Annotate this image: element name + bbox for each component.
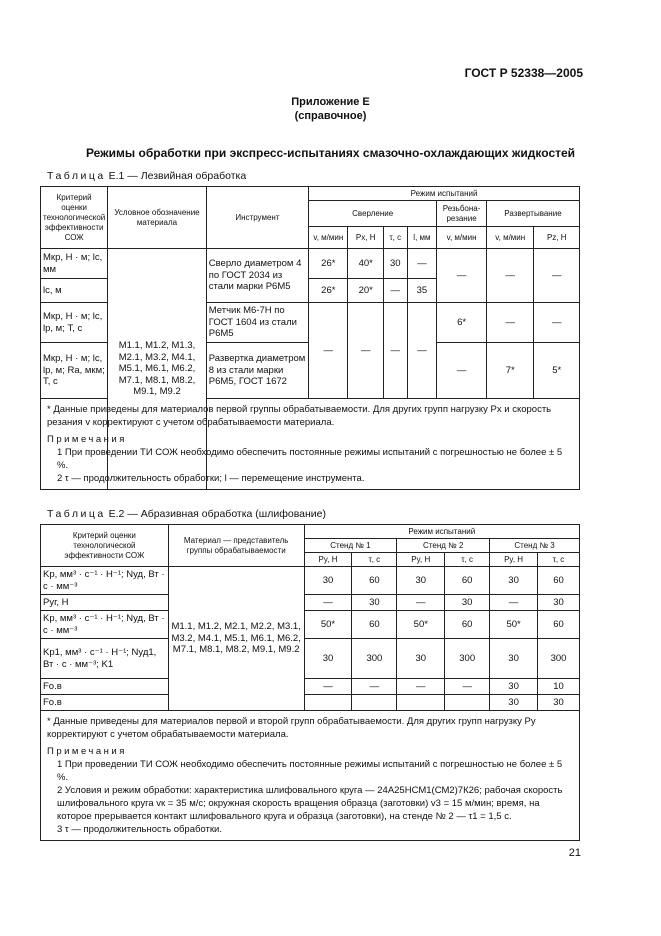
cell: 30 xyxy=(490,639,538,679)
notes-heading: Примечания xyxy=(47,746,127,757)
cell: — xyxy=(490,595,538,611)
h-threading: Резьбона-резание xyxy=(437,201,487,227)
cell: — xyxy=(445,679,490,695)
h-material: Условное обозначение материала xyxy=(108,187,206,249)
cell: 300 xyxy=(445,639,490,679)
crit-row4: Mкр, Н · м; lс, lр, м; Ra, мкм; T, с xyxy=(41,343,108,399)
cell: — xyxy=(534,249,580,303)
cell: 20* xyxy=(348,279,383,303)
cell: 300 xyxy=(538,639,580,679)
u-v: v, м/мин xyxy=(309,227,348,249)
appendix-subtitle: (справочное) xyxy=(294,110,367,122)
crit-row1: Mкр, Н · м; lс, мм xyxy=(41,249,108,279)
cell: 30 xyxy=(352,595,397,611)
cell: 30 xyxy=(304,567,352,595)
cell: 60 xyxy=(538,611,580,639)
u-px: Px, Н xyxy=(348,227,383,249)
cell: 30 xyxy=(490,679,538,695)
table-e2 xyxy=(40,524,580,841)
crit-row6: Fо.в xyxy=(41,695,169,711)
cell: 26* xyxy=(309,249,348,279)
cell xyxy=(445,695,490,711)
cell: 60 xyxy=(445,611,490,639)
table2-caption xyxy=(47,508,326,520)
cell: — xyxy=(304,679,352,695)
cell: — xyxy=(397,595,445,611)
cell: 30 xyxy=(304,639,352,679)
h-drilling: Сверление xyxy=(309,201,437,227)
table2-notes xyxy=(41,711,580,841)
cell: 35 xyxy=(407,279,437,303)
cell: 6* xyxy=(437,303,487,343)
h-tool: Инструмент xyxy=(206,187,308,249)
u-py: Py, Н xyxy=(304,553,352,567)
crit-row3: Mкр, Н · м; lс, lр, м; T, с xyxy=(41,303,108,343)
note-2: 2 τ — продолжительность обработки; l — перемещение инструмента. xyxy=(57,473,365,484)
crit-row3: Kр, мм³ · с⁻¹ · Н⁻¹; Nуд, Вт · с · мм⁻³ xyxy=(41,611,169,639)
cell: — xyxy=(437,249,487,303)
cell: 30 xyxy=(383,249,407,279)
materials-cell: М1.1, М1.2, М1.3, М2.1, М3.2, М4.1, М5.1, М6.1, М6.2, М7.1, М8.1, М8.2, М9.1, М9.2 xyxy=(108,249,206,490)
u-pz: Pz, Н xyxy=(534,227,580,249)
u-v3: v, м/мин xyxy=(486,227,534,249)
table1-notes xyxy=(41,399,580,490)
note-3: 3 τ — продолжительность обработки. xyxy=(57,824,222,835)
cell: 30 xyxy=(397,639,445,679)
cell: 26* xyxy=(309,279,348,303)
cell: 40* xyxy=(348,249,383,279)
cell: 30 xyxy=(490,695,538,711)
cell: 60 xyxy=(538,567,580,595)
cell: 30 xyxy=(538,695,580,711)
cell: — xyxy=(407,249,437,279)
u-v2: v, м/мин xyxy=(437,227,487,249)
cell: 30 xyxy=(397,567,445,595)
cell: — xyxy=(486,303,534,343)
note-1: 1 При проведении ТИ СОЖ необходимо обеспечить постоянные режимы испытаний с погрешностью не более ± 5 %. xyxy=(57,759,563,783)
cell: 60 xyxy=(352,567,397,595)
page-number: 21 xyxy=(568,847,581,859)
cell: 10 xyxy=(538,679,580,695)
cell xyxy=(397,695,445,711)
caption-word: Таблица xyxy=(47,170,106,182)
crit-row2: lс, м xyxy=(41,279,108,303)
cell: — xyxy=(383,279,407,303)
cell xyxy=(352,695,397,711)
caption-rest: Е.1 — Лезвийная обработка xyxy=(108,170,247,182)
h-criterion: Критерий оценки технологической эффективности СОЖ xyxy=(41,187,108,249)
doc-header: ГОСТ Р 52338—2005 xyxy=(464,66,583,80)
note-star: * Данные приведены для материалов первой группы обрабатываемости. Для других групп нагрузку Px и скорость резания v корректируют с учетом обрабатываемости материала. xyxy=(47,404,552,428)
h-material: Материал — представитель группы обрабатываемости xyxy=(168,525,304,567)
appendix-heading xyxy=(0,95,661,123)
crit-row2: Pуг, Н xyxy=(41,595,169,611)
table-e1 xyxy=(40,186,580,490)
cell: — xyxy=(407,303,437,399)
materials-cell: М1.1, М1.2, М2.1, М2.2, М3.1, М3.2, М4.1, М5.1, М6.1, М6.2, М7.1, М8.1, М8.2, М9.1, М9.2 xyxy=(168,567,304,711)
u-t: τ, с xyxy=(352,553,397,567)
u-t: τ, с xyxy=(445,553,490,567)
cell: 60 xyxy=(445,567,490,595)
h-criterion: Критерий оценки технологической эффективности СОЖ xyxy=(41,525,169,567)
cell: 5* xyxy=(534,343,580,399)
cell: 30 xyxy=(538,595,580,611)
tool-drill: Сверло диаметром 4 по ГОСТ 2034 из стали марки Р6М5 xyxy=(206,249,308,303)
u-t: τ, с xyxy=(538,553,580,567)
cell: — xyxy=(304,595,352,611)
h-mode: Режим испытаний xyxy=(309,187,580,201)
cell: 30 xyxy=(490,567,538,595)
cell: 50* xyxy=(397,611,445,639)
caption-rest: Е.2 — Абразивная обработка (шлифование) xyxy=(108,508,327,520)
cell: 60 xyxy=(352,611,397,639)
h-stand3: Стенд № 3 xyxy=(490,539,580,553)
tool-reamer: Развертка диаметром 8 из стали марки Р6М5, ГОСТ 1672 xyxy=(206,343,308,399)
cell: — xyxy=(397,679,445,695)
u-l: l, мм xyxy=(407,227,437,249)
cell: 50* xyxy=(490,611,538,639)
cell: — xyxy=(348,303,383,399)
h-stand1: Стенд № 1 xyxy=(304,539,397,553)
cell: — xyxy=(486,249,534,303)
cell: — xyxy=(309,303,348,399)
crit-row4: Kр1, мм³ · с⁻¹ · Н⁻¹; Nуд1, Вт · с · мм⁻³; K1 xyxy=(41,639,169,679)
cell: — xyxy=(437,343,487,399)
u-t: τ, с xyxy=(383,227,407,249)
crit-row1: Kр, мм³ · с⁻¹ · Н⁻¹; Nуд, Вт · с · мм⁻³ xyxy=(41,567,169,595)
caption-word: Таблица xyxy=(47,508,106,520)
note-star: * Данные приведены для материалов первой и второй групп обрабатываемости. Для других групп нагрузку Py корректируют с учетом обрабатываемости материала. xyxy=(47,716,536,740)
cell: 50* xyxy=(304,611,352,639)
cell: 30 xyxy=(445,595,490,611)
tool-tap: Метчик М6-7Н по ГОСТ 1604 из стали Р6М5 xyxy=(206,303,308,343)
cell xyxy=(304,695,352,711)
u-py: Py, Н xyxy=(397,553,445,567)
cell: — xyxy=(352,679,397,695)
cell: 300 xyxy=(352,639,397,679)
h-stand2: Стенд № 2 xyxy=(397,539,490,553)
h-mode: Режим испытаний xyxy=(304,525,579,539)
cell: — xyxy=(534,303,580,343)
note-2: 2 Условия и режим обработки: характеристика шлифовального круга — 24А25НСМ1(СМ2)7К26; рабочая скорость шлифовального круга vк = 35 м/с; окружная скорость вращения образца (заготовки) v3 = 15 м/мин; время, на которое прерывается контакт шлифовального круга и образца (заготовки), на стенде № 2 — τ1 = 1,5 с. xyxy=(57,785,563,822)
notes-heading: Примечания xyxy=(47,434,127,445)
table1-caption xyxy=(47,170,246,182)
cell: — xyxy=(383,303,407,399)
crit-row5: Fо.в xyxy=(41,679,169,695)
note-1: 1 При проведении ТИ СОЖ необходимо обеспечить постоянные режимы испытаний с погрешностью не более ± 5 %. xyxy=(57,447,563,471)
document-title: Режимы обработки при экспресс-испытаниях смазочно-охлаждающих жидкостей xyxy=(85,146,576,160)
cell: 7* xyxy=(486,343,534,399)
appendix-title: Приложение Е xyxy=(291,96,370,108)
u-py: Py, Н xyxy=(490,553,538,567)
h-reaming: Развертывание xyxy=(486,201,579,227)
